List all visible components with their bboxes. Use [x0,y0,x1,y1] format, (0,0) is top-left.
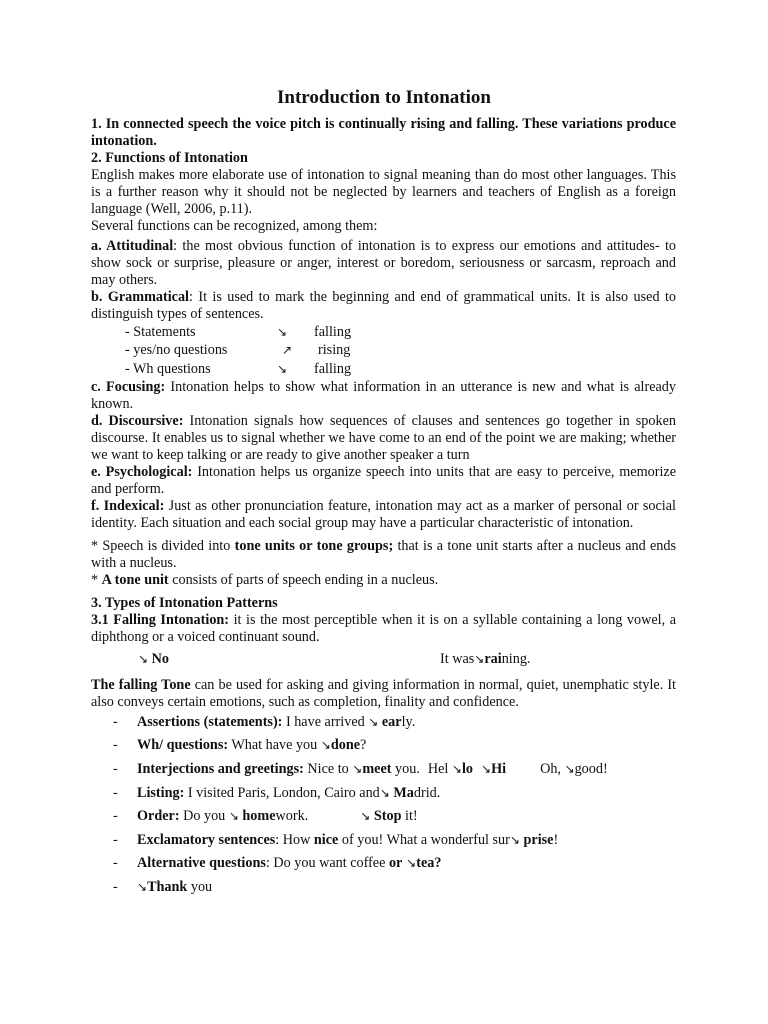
falling-arrow-icon: ↘ [228,809,239,824]
falling-arrow-icon: ↘ [481,761,492,776]
indexical-paragraph: f. Indexical: Just as other pronunciation feature, intonation may act as a marker of personal or social identity. Each situation and each social group may have a particular characteristic of intonation. [91,497,676,531]
list-item: - Order: Do you ↘ homework. ↘ Stop it! [113,808,418,825]
attitudinal-paragraph: a. Attitudinal: the most obvious function of intonation is to express our emotions and attitudes- to show sock or surprise, pleasure or anger, interest or boredom, seriousness or sarcasm, reproach and may others. [91,238,676,288]
tone-units-note-2: * A tone unit consists of parts of speech ending in a nucleus. [91,571,439,588]
falling-tone-paragraph: The falling Tone can be used for asking and giving information in normal, quiet, unemphatic style. It also conveys certain emotions, such as completion, finality and confidence. [91,676,676,710]
psychological-paragraph: e. Psychological: Intonation helps us organize speech into units that are easy to perceive, memorize and perform. [91,463,676,497]
falling-arrow-icon: ↘ [474,651,485,666]
discoursive-paragraph: d. Discoursive: Intonation signals how sequences of clauses and sentences go together in spoken discourse. It enables us to signal whether we have come to an end of the point we are making; whether we want to keep talking or are ready to give another speaker a turn [91,412,676,463]
falling-arrow-icon: ↘ [564,761,575,776]
example-raining: It was↘raining. [440,650,531,667]
functions-paragraph-1: English makes more elaborate use of intonation to signal meaning than do most other languages. This is a further reason why it should not be neglected by learners and teachers of English as a foreign language (Well, 2006, p.11). [91,167,676,217]
list-item: - Listing: I visited Paris, London, Cairo and↘ Madrid. [113,784,441,801]
tone-units-note-1: * Speech is divided into tone units or tone groups; that is a tone unit starts after a nucleus and ends with a nucleus. [91,537,676,571]
falling-arrow-icon: ↘ [320,738,331,753]
list-item: - Statements ↘ falling [125,323,352,340]
falling-intonation-paragraph: 3.1 Falling Intonation: it is the most perceptible when it is on a syllable containing a long vowel, a diphthong or a voiced continuant sound. [91,611,676,645]
rising-arrow-icon: ↗ [282,343,293,358]
falling-arrow-icon: ↘ [360,809,371,824]
example-no: ↘ No [138,650,169,667]
focusing-paragraph: c. Focusing: Intonation helps to show what information in an utterance is new and what is already known. [91,378,676,412]
falling-arrow-icon: ↘ [368,714,379,729]
grammatical-paragraph: b. Grammatical: It is used to mark the beginning and end of grammatical units. It is also used to distinguish types of sentences. [91,289,676,322]
list-item: - Wh/ questions: What have you ↘done? [113,737,367,754]
functions-heading: 2. Functions of Intonation [91,150,248,166]
falling-arrow-icon: ↘ [402,856,417,871]
intro-paragraph: 1. In connected speech the voice pitch is continually rising and falling. These variations produce intonation. [91,116,676,149]
list-item: - Wh questions ↘ falling [125,360,352,377]
falling-arrow-icon: ↘ [509,832,520,847]
falling-arrow-icon: ↘ [137,879,148,894]
functions-paragraph-2: Several functions can be recognized, among them: [91,218,378,234]
types-heading: 3. Types of Intonation Patterns [91,594,278,611]
list-item: - Interjections and greetings: Nice to ↘meet you. Hel ↘lo ↘Hi Oh, ↘good! [113,760,608,777]
falling-arrow-icon: ↘ [277,324,288,339]
falling-examples [91,646,676,674]
sentence-types-list [91,323,676,379]
falling-arrow-icon: ↘ [138,651,149,666]
falling-arrow-icon: ↘ [277,361,288,376]
document-title: Introduction to Intonation [277,87,491,108]
falling-tone-uses-list [91,711,676,900]
list-item: - Assertions (statements): I have arrived ↘ early. [113,713,416,730]
falling-arrow-icon: ↘ [352,761,363,776]
document-body [91,116,676,899]
list-item: - Exclamatory sentences: How nice of you! What a wonderful sur↘ prise! [113,831,559,848]
falling-arrow-icon: ↘ [451,761,462,776]
list-item: - Alternative questions: Do you want coffee or ↘tea? [113,855,442,872]
list-item: - ↘Thank you [113,878,213,895]
list-item: - yes/no questions ↗ rising [125,342,351,359]
falling-arrow-icon: ↘ [379,785,390,800]
